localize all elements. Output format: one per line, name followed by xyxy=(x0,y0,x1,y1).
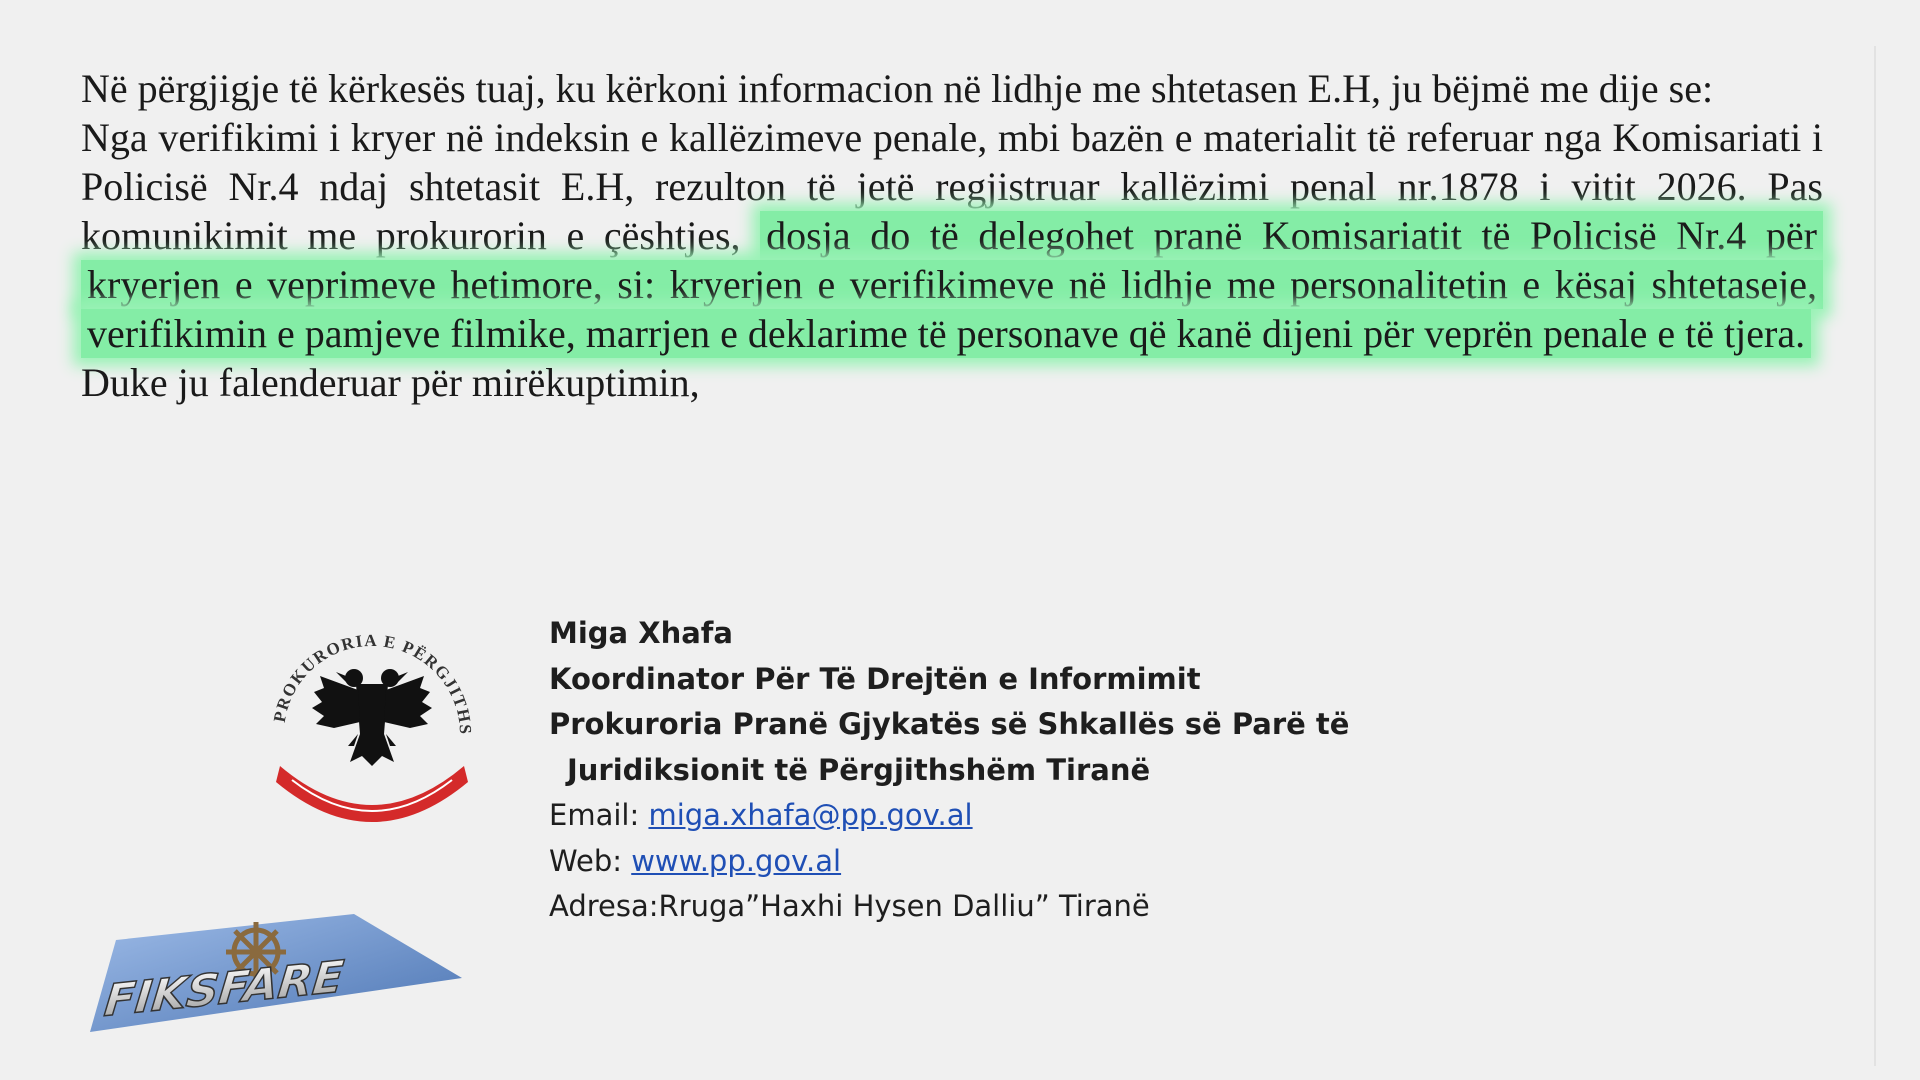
email-row xyxy=(549,793,1389,839)
web-label: Web: xyxy=(549,843,622,878)
findings-plain-text: Nga verifikimi i kryer në indeksin e kallëzimeve penale, mbi bazën e materialit të referuar nga Komisariati i Policisë Nr.4 ndaj shtetasit E.H, rezulton të jetë regjistruar kallëzimi penal nr.1878 i vitit 2026. Pas komunikimit me prokurorin e çështjes, xyxy=(81,115,1823,258)
email-link[interactable]: miga.xhafa@pp.gov.al xyxy=(648,798,973,832)
institution-line-2: Juridiksionit të Përgjithshëm Tiranë xyxy=(567,752,1151,787)
web-link[interactable]: www.pp.gov.al xyxy=(631,843,842,878)
watermark-text: FIKSFARE xyxy=(102,951,346,1027)
address-line: Adresa:Rruga”Haxhi Hysen Dalliu” Tiranë xyxy=(549,889,1150,923)
letter-closing: Duke ju falenderuar për mirëkuptimin, xyxy=(81,360,700,405)
signatory-name: Miga Xhafa xyxy=(549,616,733,650)
signatory-title: Koordinator Për Të Drejtën e Informimit xyxy=(549,661,1201,696)
double-headed-eagle-icon xyxy=(312,669,432,766)
prokuroria-seal xyxy=(262,606,482,846)
letter-paragraph-findings xyxy=(81,113,1823,358)
page-edge-divider xyxy=(1874,46,1876,1066)
fiksfare-watermark-logo xyxy=(86,908,466,1034)
findings-highlighted-text: dosja do të delegohet pranë Komisariatit të Policisë Nr.4 për kryerjen e veprimeve hetimore, si: kryerjen e verifikimeve në lidhje me personalitetin e kësaj shtetaseje, verifikimin e pamjeve filmike, marrjen e deklarime të personave që kanë dijeni për veprën penale e të tjera. xyxy=(81,211,1823,358)
institution-line-1: Prokuroria Pranë Gjykatës së Shkallës së Parë të xyxy=(549,707,1350,741)
web-row xyxy=(549,839,1389,885)
signature-block xyxy=(549,611,1389,930)
letter-body xyxy=(81,64,1823,407)
letter-paragraph-intro: Në përgjigje të kërkesës tuaj, ku kërkoni informacion në lidhje me shtetasen E.H, ju bëjmë me dije se: xyxy=(81,66,1714,111)
seal-text: PROKURORIA E PËRGJITHS xyxy=(269,630,476,736)
email-label: Email: xyxy=(549,798,640,832)
